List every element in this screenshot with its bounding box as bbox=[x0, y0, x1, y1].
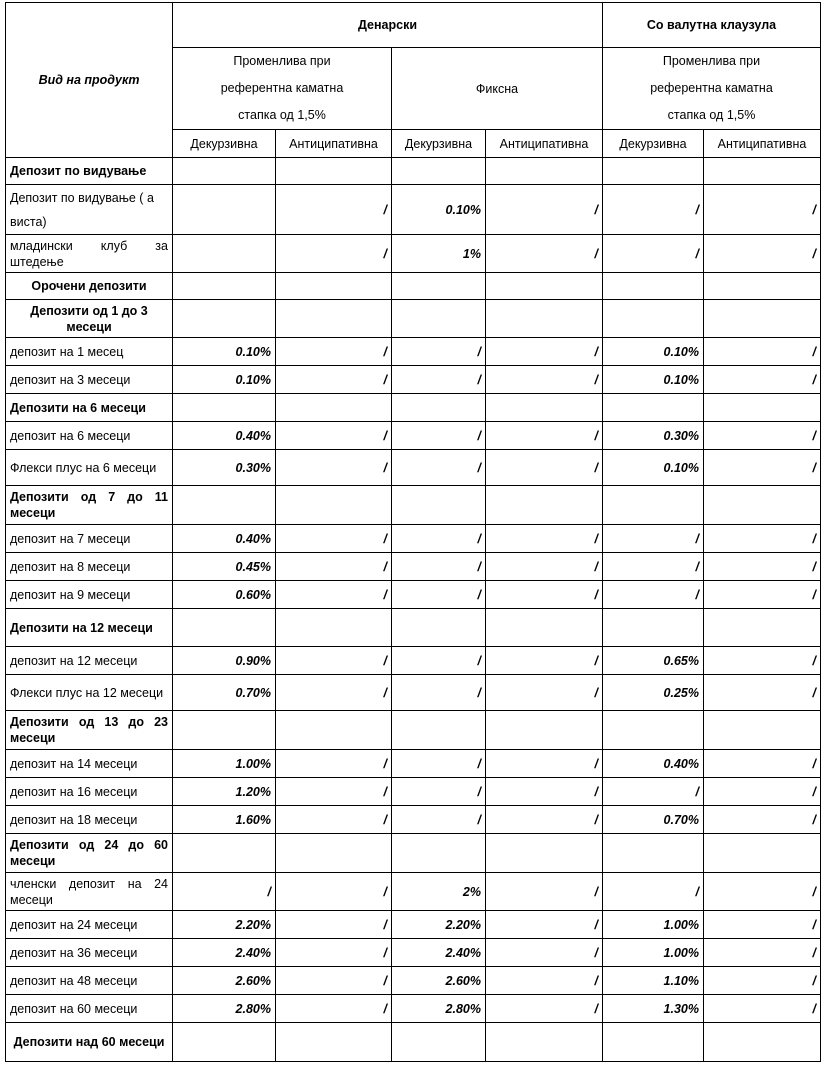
section-row bbox=[6, 609, 821, 647]
not-applicable-cell: / bbox=[173, 873, 276, 911]
not-applicable-cell: / bbox=[603, 581, 704, 609]
not-applicable-cell: / bbox=[276, 366, 392, 394]
not-applicable-cell: / bbox=[704, 995, 821, 1023]
rate-cell: 0.90% bbox=[173, 647, 276, 675]
empty-cell bbox=[173, 711, 276, 750]
section-row bbox=[6, 158, 821, 185]
table-row bbox=[6, 338, 821, 366]
section-label: Депозити од 7 до 11 месеци bbox=[6, 486, 173, 525]
empty-cell bbox=[603, 834, 704, 873]
section-label: Депозит по видување bbox=[6, 158, 173, 185]
not-applicable-cell: / bbox=[392, 675, 486, 711]
not-applicable-cell: / bbox=[486, 525, 603, 553]
not-applicable-cell: / bbox=[392, 450, 486, 486]
table-row bbox=[6, 185, 821, 235]
variable-rate-line: стапка од 1,5% bbox=[667, 108, 756, 122]
not-applicable-cell: / bbox=[486, 450, 603, 486]
product-label: депозит на 12 месеци bbox=[6, 647, 173, 675]
anticipative-header: Антиципативна bbox=[486, 130, 603, 158]
section-row bbox=[6, 273, 821, 300]
rate-cell: 0.25% bbox=[603, 675, 704, 711]
denar-fixed-rate-header: Фиксна bbox=[392, 48, 603, 130]
product-label: депозит на 18 месеци bbox=[6, 806, 173, 834]
empty-cell bbox=[486, 394, 603, 422]
not-applicable-cell: / bbox=[603, 235, 704, 273]
table-row bbox=[6, 525, 821, 553]
empty-cell bbox=[276, 273, 392, 300]
product-label: младински клуб за штедење bbox=[6, 235, 173, 273]
empty-cell bbox=[173, 235, 276, 273]
empty-cell bbox=[704, 158, 821, 185]
table-row bbox=[6, 581, 821, 609]
product-label: депозит на 1 месец bbox=[6, 338, 173, 366]
rate-cell: 0.40% bbox=[173, 422, 276, 450]
product-label: депозит на 14 месеци bbox=[6, 750, 173, 778]
rate-cell: 0.70% bbox=[173, 675, 276, 711]
empty-cell bbox=[173, 273, 276, 300]
empty-cell bbox=[173, 486, 276, 525]
variable-rate-line: референтна каматна bbox=[220, 81, 344, 95]
rate-cell: 0.60% bbox=[173, 581, 276, 609]
rate-cell: 1.00% bbox=[603, 939, 704, 967]
empty-cell bbox=[392, 300, 486, 338]
variable-rate-line: Променлива при bbox=[233, 54, 331, 68]
empty-cell bbox=[603, 394, 704, 422]
table-row bbox=[6, 675, 821, 711]
rate-cell: 1.00% bbox=[603, 911, 704, 939]
table-row bbox=[6, 995, 821, 1023]
not-applicable-cell: / bbox=[276, 873, 392, 911]
not-applicable-cell: / bbox=[276, 185, 392, 235]
product-label: депозит на 3 месеци bbox=[6, 366, 173, 394]
not-applicable-cell: / bbox=[276, 235, 392, 273]
not-applicable-cell: / bbox=[486, 647, 603, 675]
empty-cell bbox=[173, 609, 276, 647]
empty-cell bbox=[173, 834, 276, 873]
not-applicable-cell: / bbox=[704, 778, 821, 806]
rate-cell: 0.30% bbox=[603, 422, 704, 450]
variable-rate-line: стапка од 1,5% bbox=[238, 108, 326, 122]
section-label: Депозити над 60 месеци bbox=[6, 1023, 173, 1062]
not-applicable-cell: / bbox=[276, 553, 392, 581]
section-label: Депозити од 24 до 60 месеци bbox=[6, 834, 173, 873]
empty-cell bbox=[276, 300, 392, 338]
product-label: депозит на 36 месеци bbox=[6, 939, 173, 967]
empty-cell bbox=[704, 300, 821, 338]
decursive-header: Декурзивна bbox=[603, 130, 704, 158]
not-applicable-cell: / bbox=[704, 525, 821, 553]
variable-rate-line: референтна каматна bbox=[650, 81, 773, 95]
not-applicable-cell: / bbox=[486, 338, 603, 366]
empty-cell bbox=[392, 834, 486, 873]
not-applicable-cell: / bbox=[392, 806, 486, 834]
not-applicable-cell: / bbox=[276, 338, 392, 366]
anticipative-header: Антиципативна bbox=[704, 130, 821, 158]
rate-cell: 2.40% bbox=[392, 939, 486, 967]
not-applicable-cell: / bbox=[392, 581, 486, 609]
rate-cell: 0.30% bbox=[173, 450, 276, 486]
section-label: Депозити од 13 до 23 месеци bbox=[6, 711, 173, 750]
section-row bbox=[6, 300, 821, 338]
not-applicable-cell: / bbox=[276, 778, 392, 806]
product-label: депозит на 7 месеци bbox=[6, 525, 173, 553]
section-row bbox=[6, 486, 821, 525]
empty-cell bbox=[276, 1023, 392, 1062]
empty-cell bbox=[486, 158, 603, 185]
empty-cell bbox=[603, 158, 704, 185]
not-applicable-cell: / bbox=[704, 422, 821, 450]
decursive-header: Декурзивна bbox=[392, 130, 486, 158]
product-label: членски депозит на 24 месеци bbox=[6, 873, 173, 911]
empty-cell bbox=[173, 185, 276, 235]
denar-group-header: Денарски bbox=[173, 3, 603, 48]
section-label: Депозити од 1 до 3 месеци bbox=[6, 300, 173, 338]
section-label: Депозити на 6 месеци bbox=[6, 394, 173, 422]
rate-cell: 2.60% bbox=[173, 967, 276, 995]
rate-cell: 0.10% bbox=[173, 366, 276, 394]
not-applicable-cell: / bbox=[704, 450, 821, 486]
not-applicable-cell: / bbox=[392, 422, 486, 450]
empty-cell bbox=[486, 273, 603, 300]
not-applicable-cell: / bbox=[392, 778, 486, 806]
rate-cell: 2.80% bbox=[392, 995, 486, 1023]
rate-cell: 2.40% bbox=[173, 939, 276, 967]
empty-cell bbox=[276, 711, 392, 750]
not-applicable-cell: / bbox=[486, 366, 603, 394]
not-applicable-cell: / bbox=[392, 338, 486, 366]
product-label: Депозит по видување ( а виста) bbox=[6, 185, 173, 235]
rate-cell: 1% bbox=[392, 235, 486, 273]
rate-cell: 2.20% bbox=[173, 911, 276, 939]
product-label: депозит на 8 месеци bbox=[6, 553, 173, 581]
empty-cell bbox=[392, 486, 486, 525]
not-applicable-cell: / bbox=[486, 235, 603, 273]
rate-cell: 0.10% bbox=[173, 338, 276, 366]
table-row bbox=[6, 553, 821, 581]
not-applicable-cell: / bbox=[603, 525, 704, 553]
table-row bbox=[6, 422, 821, 450]
denar-variable-rate-header bbox=[173, 48, 392, 130]
rate-cell: 1.00% bbox=[173, 750, 276, 778]
not-applicable-cell: / bbox=[486, 806, 603, 834]
rate-cell: 1.30% bbox=[603, 995, 704, 1023]
rate-cell: 0.40% bbox=[173, 525, 276, 553]
not-applicable-cell: / bbox=[704, 911, 821, 939]
product-label: Флекси плус на 12 месеци bbox=[6, 675, 173, 711]
not-applicable-cell: / bbox=[704, 873, 821, 911]
not-applicable-cell: / bbox=[704, 235, 821, 273]
table-row bbox=[6, 750, 821, 778]
table-row bbox=[6, 778, 821, 806]
rate-cell: 2.20% bbox=[392, 911, 486, 939]
empty-cell bbox=[392, 711, 486, 750]
not-applicable-cell: / bbox=[276, 525, 392, 553]
rate-cell: 0.65% bbox=[603, 647, 704, 675]
empty-cell bbox=[486, 834, 603, 873]
rate-cell: 2.60% bbox=[392, 967, 486, 995]
empty-cell bbox=[603, 486, 704, 525]
anticipative-header: Антиципативна bbox=[276, 130, 392, 158]
rate-cell: 0.10% bbox=[603, 338, 704, 366]
empty-cell bbox=[392, 394, 486, 422]
not-applicable-cell: / bbox=[704, 647, 821, 675]
empty-cell bbox=[173, 1023, 276, 1062]
not-applicable-cell: / bbox=[486, 675, 603, 711]
rate-cell: 0.45% bbox=[173, 553, 276, 581]
product-type-header: Вид на продукт bbox=[6, 3, 173, 158]
section-label: Депозити на 12 месеци bbox=[6, 609, 173, 647]
not-applicable-cell: / bbox=[486, 750, 603, 778]
not-applicable-cell: / bbox=[486, 911, 603, 939]
product-label: Флекси плус на 6 месеци bbox=[6, 450, 173, 486]
empty-cell bbox=[392, 609, 486, 647]
not-applicable-cell: / bbox=[276, 750, 392, 778]
not-applicable-cell: / bbox=[486, 553, 603, 581]
empty-cell bbox=[704, 394, 821, 422]
section-row bbox=[6, 1023, 821, 1062]
rate-cell: 1.60% bbox=[173, 806, 276, 834]
table-row bbox=[6, 366, 821, 394]
not-applicable-cell: / bbox=[486, 995, 603, 1023]
product-label: депозит на 24 месеци bbox=[6, 911, 173, 939]
product-label: депозит на 9 месеци bbox=[6, 581, 173, 609]
not-applicable-cell: / bbox=[486, 581, 603, 609]
not-applicable-cell: / bbox=[704, 806, 821, 834]
empty-cell bbox=[704, 609, 821, 647]
not-applicable-cell: / bbox=[276, 581, 392, 609]
not-applicable-cell: / bbox=[603, 185, 704, 235]
empty-cell bbox=[603, 609, 704, 647]
not-applicable-cell: / bbox=[276, 967, 392, 995]
table-row bbox=[6, 967, 821, 995]
empty-cell bbox=[603, 711, 704, 750]
not-applicable-cell: / bbox=[392, 525, 486, 553]
not-applicable-cell: / bbox=[486, 939, 603, 967]
empty-cell bbox=[392, 158, 486, 185]
not-applicable-cell: / bbox=[276, 647, 392, 675]
not-applicable-cell: / bbox=[704, 581, 821, 609]
empty-cell bbox=[276, 158, 392, 185]
empty-cell bbox=[392, 1023, 486, 1062]
not-applicable-cell: / bbox=[276, 450, 392, 486]
not-applicable-cell: / bbox=[392, 750, 486, 778]
empty-cell bbox=[704, 486, 821, 525]
empty-cell bbox=[173, 394, 276, 422]
not-applicable-cell: / bbox=[276, 675, 392, 711]
not-applicable-cell: / bbox=[486, 185, 603, 235]
decursive-header: Декурзивна bbox=[173, 130, 276, 158]
empty-cell bbox=[603, 1023, 704, 1062]
not-applicable-cell: / bbox=[276, 995, 392, 1023]
rate-cell: 0.10% bbox=[603, 366, 704, 394]
empty-cell bbox=[276, 609, 392, 647]
product-label: депозит на 60 месеци bbox=[6, 995, 173, 1023]
empty-cell bbox=[276, 486, 392, 525]
not-applicable-cell: / bbox=[392, 647, 486, 675]
table-row bbox=[6, 806, 821, 834]
table-body bbox=[6, 158, 821, 1062]
product-label: депозит на 16 месеци bbox=[6, 778, 173, 806]
not-applicable-cell: / bbox=[276, 939, 392, 967]
not-applicable-cell: / bbox=[704, 967, 821, 995]
not-applicable-cell: / bbox=[704, 553, 821, 581]
empty-cell bbox=[173, 158, 276, 185]
section-label: Орочени депозити bbox=[6, 273, 173, 300]
not-applicable-cell: / bbox=[276, 911, 392, 939]
empty-cell bbox=[704, 1023, 821, 1062]
table-row bbox=[6, 873, 821, 911]
section-row bbox=[6, 394, 821, 422]
not-applicable-cell: / bbox=[704, 750, 821, 778]
not-applicable-cell: / bbox=[603, 873, 704, 911]
not-applicable-cell: / bbox=[392, 553, 486, 581]
fx-clause-group-header: Со валутна клаузула bbox=[603, 3, 821, 48]
not-applicable-cell: / bbox=[603, 778, 704, 806]
rate-cell: 2% bbox=[392, 873, 486, 911]
section-row bbox=[6, 711, 821, 750]
not-applicable-cell: / bbox=[704, 939, 821, 967]
rate-cell: 0.40% bbox=[603, 750, 704, 778]
empty-cell bbox=[486, 711, 603, 750]
rate-cell: 0.70% bbox=[603, 806, 704, 834]
product-label: депозит на 48 месеци bbox=[6, 967, 173, 995]
empty-cell bbox=[704, 711, 821, 750]
table-row bbox=[6, 939, 821, 967]
rate-cell: 0.10% bbox=[603, 450, 704, 486]
empty-cell bbox=[486, 486, 603, 525]
empty-cell bbox=[486, 300, 603, 338]
fx-variable-rate-header bbox=[603, 48, 821, 130]
rate-cell: 1.20% bbox=[173, 778, 276, 806]
empty-cell bbox=[486, 609, 603, 647]
table-row bbox=[6, 647, 821, 675]
not-applicable-cell: / bbox=[704, 338, 821, 366]
not-applicable-cell: / bbox=[392, 366, 486, 394]
not-applicable-cell: / bbox=[603, 553, 704, 581]
not-applicable-cell: / bbox=[704, 675, 821, 711]
not-applicable-cell: / bbox=[276, 806, 392, 834]
not-applicable-cell: / bbox=[704, 366, 821, 394]
empty-cell bbox=[704, 273, 821, 300]
empty-cell bbox=[276, 394, 392, 422]
empty-cell bbox=[276, 834, 392, 873]
empty-cell bbox=[392, 273, 486, 300]
empty-cell bbox=[704, 834, 821, 873]
table-header bbox=[6, 3, 821, 158]
empty-cell bbox=[603, 273, 704, 300]
empty-cell bbox=[603, 300, 704, 338]
rate-cell: 2.80% bbox=[173, 995, 276, 1023]
section-row bbox=[6, 834, 821, 873]
not-applicable-cell: / bbox=[486, 778, 603, 806]
table-row bbox=[6, 450, 821, 486]
product-label: депозит на 6 месеци bbox=[6, 422, 173, 450]
not-applicable-cell: / bbox=[486, 967, 603, 995]
table-row bbox=[6, 235, 821, 273]
variable-rate-line: Променлива при bbox=[662, 54, 761, 68]
deposit-rates-table bbox=[5, 2, 821, 1062]
rate-cell: 0.10% bbox=[392, 185, 486, 235]
empty-cell bbox=[486, 1023, 603, 1062]
not-applicable-cell: / bbox=[704, 185, 821, 235]
not-applicable-cell: / bbox=[276, 422, 392, 450]
empty-cell bbox=[173, 300, 276, 338]
not-applicable-cell: / bbox=[486, 422, 603, 450]
not-applicable-cell: / bbox=[486, 873, 603, 911]
table-row bbox=[6, 911, 821, 939]
rate-cell: 1.10% bbox=[603, 967, 704, 995]
